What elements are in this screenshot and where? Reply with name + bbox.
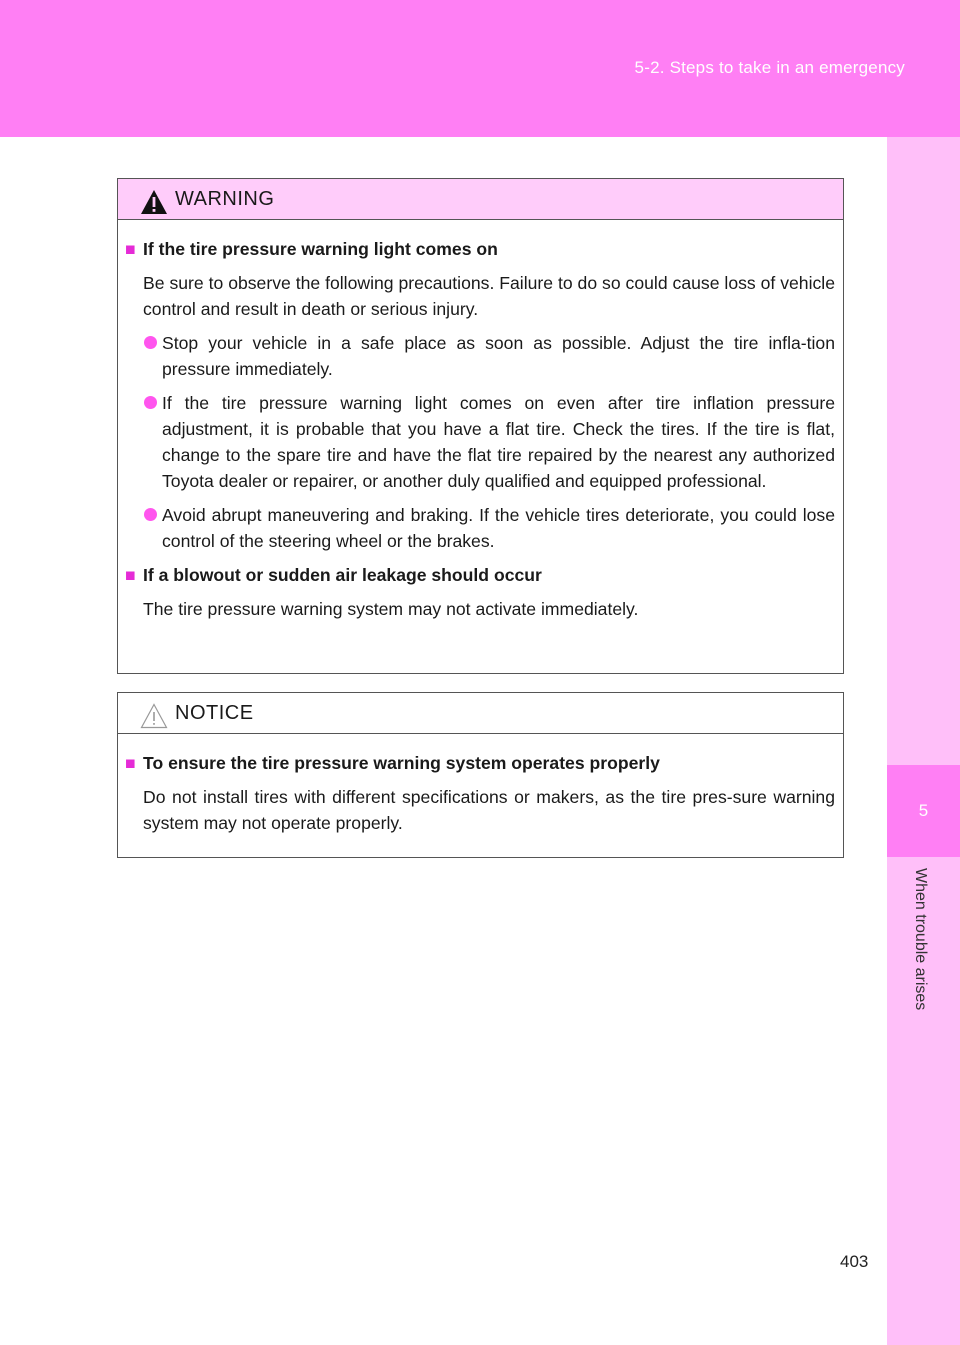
- warning-bullet-2: If the tire pressure warning light comes on even after tire inflation pressure adjustment, it is probable that you have a flat tire. Check the tires. If the tire is flat, change to the spare tire and have the flat tire repaired by the nearest any authorized Toyota dealer or repairer, or another duly qualified and equipped professional.: [125, 390, 835, 494]
- square-bullet-icon: ■: [125, 239, 136, 259]
- page-header: [0, 0, 960, 137]
- notice-paragraph-1: Do not install tires with different specifications or makers, as the tire pres-sure warning system may not operate properly.: [143, 787, 835, 833]
- notice-content: [118, 734, 843, 836]
- warning-heading-1: ■ If the tire pressure warning light comes on: [125, 236, 835, 262]
- chapter-number-tab: 5: [887, 765, 960, 857]
- square-bullet-icon: ■: [125, 753, 136, 773]
- warning-bullet-3: Avoid abrupt maneuvering and braking. If the vehicle tires deteriorate, you could lose control of the steering wheel or the brakes.: [125, 502, 835, 554]
- square-bullet-icon: ■: [125, 565, 136, 585]
- warning-heading-2: ■ If a blowout or sudden air leakage should occur: [125, 562, 835, 588]
- warning-box: [117, 178, 844, 674]
- notice-box: [117, 692, 844, 858]
- notice-title: NOTICE: [175, 702, 254, 724]
- chapter-title: When trouble arises: [912, 868, 929, 1011]
- warning-box-header: [118, 179, 843, 220]
- warning-bullet-1: Stop your vehicle in a safe place as soon as possible. Adjust the tire infla-tion pressure immediately.: [125, 330, 835, 382]
- caution-triangle-outline-icon: [140, 703, 168, 729]
- notice-box-header: [118, 693, 843, 734]
- circle-bullet-icon: [144, 396, 157, 409]
- side-tab-strip: [887, 137, 960, 1345]
- circle-bullet-icon: [144, 508, 157, 521]
- section-title: 5-2. Steps to take in an emergency: [634, 58, 905, 77]
- page-number: 403: [840, 1252, 869, 1271]
- circle-bullet-icon: [144, 336, 157, 349]
- notice-heading-1: ■ To ensure the tire pressure warning system operates properly: [125, 750, 835, 776]
- warning-triangle-icon: [140, 189, 168, 215]
- warning-content: [118, 220, 843, 622]
- warning-paragraph-2: The tire pressure warning system may not activate immediately.: [143, 599, 639, 619]
- warning-title: WARNING: [175, 188, 275, 210]
- warning-paragraph-1: Be sure to observe the following precautions. Failure to do so could cause loss of vehicle control and result in death or serious injury.: [143, 273, 835, 319]
